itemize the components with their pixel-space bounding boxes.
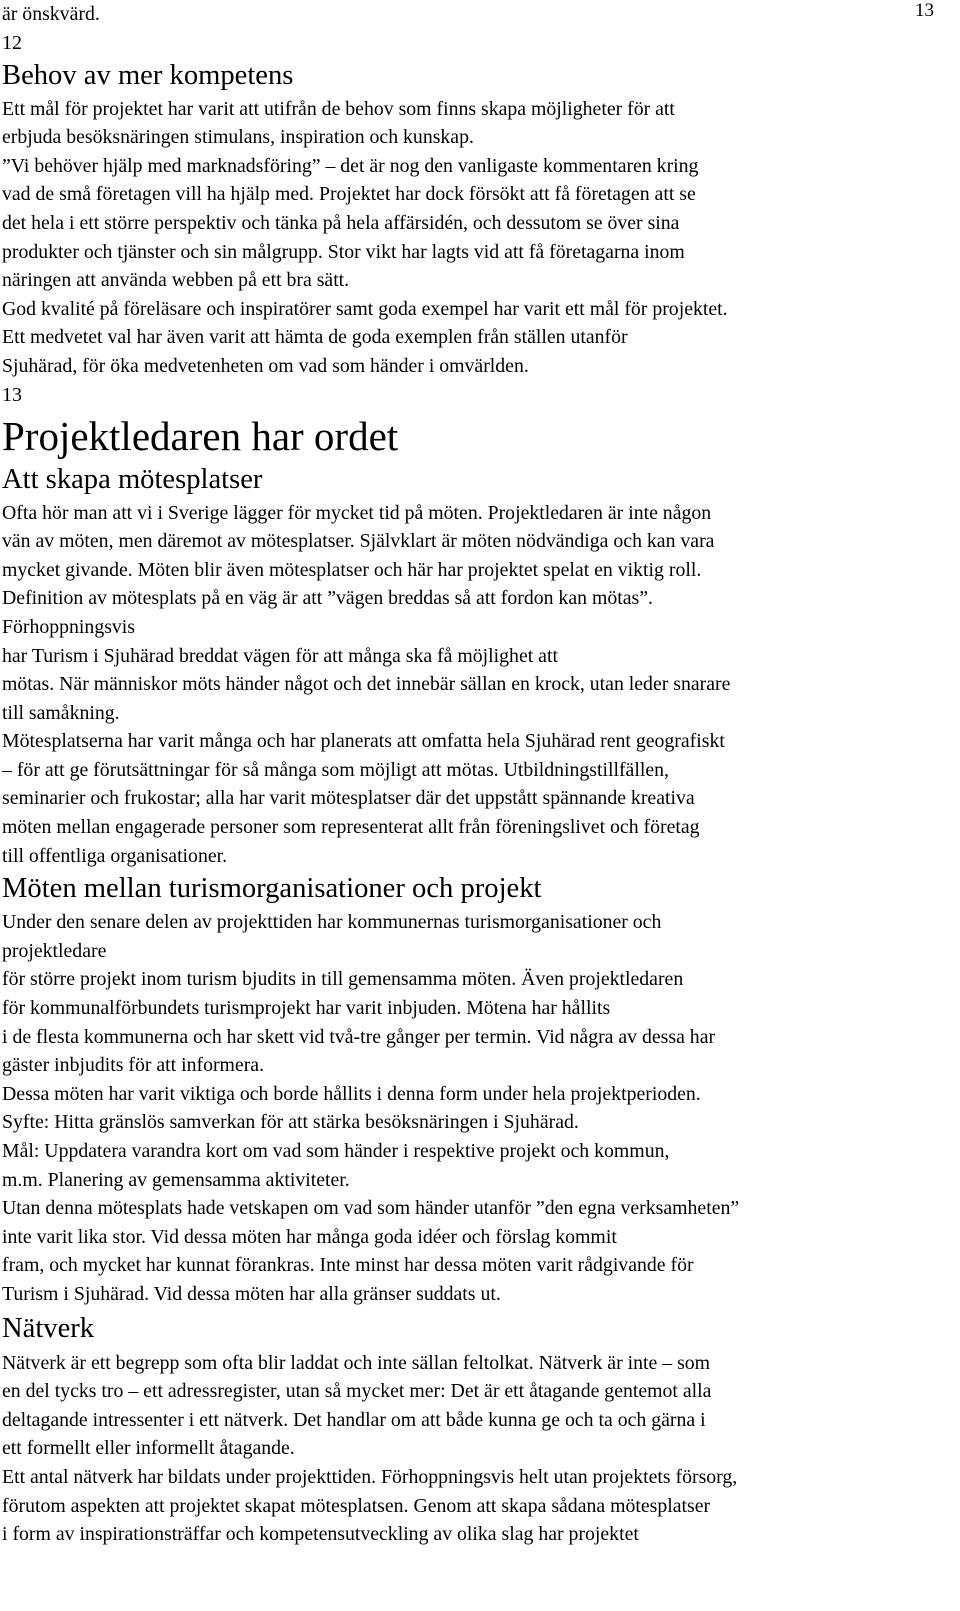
text-line: Sjuhärad, för öka medvetenheten om vad som händer i omvärlden. bbox=[2, 354, 529, 377]
text-line: seminarier och frukostar; alla har varit mötesplatser där det uppstått spännande kreativa bbox=[2, 787, 695, 810]
text-line: Ett mål för projektet har varit att utifrån de behov som finns skapa möjligheter för att bbox=[2, 97, 675, 120]
text-line: Definition av mötesplats på en väg är att ”vägen breddas så att fordon kan mötas”. bbox=[2, 587, 653, 610]
text-line: vad de små företagen vill ha hjälp med. Projektet har dock försökt att få företagen att se bbox=[2, 183, 696, 206]
text-line: näringen att använda webben på ett bra sätt. bbox=[2, 269, 350, 292]
text-line: projektledare bbox=[2, 939, 107, 962]
text-line: Mål: Uppdatera varandra kort om vad som händer i respektive projekt och kommun, bbox=[2, 1140, 670, 1162]
text-line: till offentliga organisationer. bbox=[2, 844, 228, 867]
text-line: Mötesplatserna har varit många och har planerats att omfatta hela Sjuhärad rent geografiskt bbox=[2, 730, 725, 753]
text-line: mötas. När människor möts händer något och det innebär sällan en krock, utan leder snarare bbox=[2, 673, 731, 696]
text-line: God kvalité på föreläsare och inspiratörer samt goda exempel har varit ett mål för projektet. bbox=[2, 297, 728, 320]
document-body bbox=[2, 0, 932, 1549]
text-line: vän av möten, men däremot av mötesplatser. Självklart är möten nödvändiga och kan vara bbox=[2, 530, 715, 553]
text-line: i form av inspirationsträffar och kompetensutveckling av olika slag har projektet bbox=[2, 1523, 639, 1546]
text-line: är önskvärd. bbox=[2, 3, 100, 25]
text-line: deltagande intressenter i ett nätverk. Det handlar om att både kunna ge och ta och gärna i bbox=[2, 1408, 706, 1431]
text-line: Förhoppningsvis bbox=[2, 615, 135, 638]
text-line: m.m. Planering av gemensamma aktiviteter. bbox=[2, 1168, 350, 1191]
text-line: Syfte: Hitta gränslös samverkan för att stärka besöksnäringen i Sjuhärad. bbox=[2, 1111, 579, 1134]
text-line: Utan denna mötesplats hade vetskapen om vad som händer utanför ”den egna verksamheten” bbox=[2, 1197, 740, 1220]
section-heading: Att skapa mötesplatser bbox=[2, 463, 263, 495]
section-heading: Behov av mer kompetens bbox=[2, 59, 294, 91]
page-number: 13 bbox=[915, 0, 934, 21]
text-line: ”Vi behöver hjälp med marknadsföring” – det är nog den vanligaste kommentaren kring bbox=[2, 154, 699, 177]
text-line: gäster inbjudits för att informera. bbox=[2, 1054, 265, 1077]
text-line: Under den senare delen av projekttiden har kommunernas turismorganisationer och bbox=[2, 911, 662, 934]
text-line: har Turism i Sjuhärad breddat vägen för att många ska få möjlighet att bbox=[2, 644, 558, 667]
text-line: för större projekt inom turism bjudits in till gemensamma möten. Även projektledaren bbox=[2, 968, 684, 991]
text-line: en del tycks tro – ett adressregister, utan så mycket mer: Det är ett åtagande gentemot alla bbox=[2, 1380, 712, 1403]
text-line: Nätverk är ett begrepp som ofta blir laddat och inte sällan feltolkat. Nätverk är inte – som bbox=[2, 1351, 711, 1374]
text-line: Ofta hör man att vi i Sverige lägger för mycket tid på möten. Projektledaren är inte någon bbox=[2, 501, 712, 524]
chapter-heading: Projektledaren har ordet bbox=[2, 412, 399, 459]
text-line: erbjuda besöksnäringen stimulans, inspiration och kunskap. bbox=[2, 126, 474, 149]
text-line: Turism i Sjuhärad. Vid dessa möten har alla gränser suddats ut. bbox=[2, 1282, 501, 1305]
text-line: för kommunalförbundets turismprojekt har varit inbjuden. Mötena har hållits bbox=[2, 997, 611, 1020]
text-line: – för att ge förutsättningar för så många som möjligt att mötas. Utbildningstillfällen, bbox=[2, 758, 669, 781]
text-line: fram, och mycket har kunnat förankras. Inte minst har dessa möten varit rådgivande för bbox=[2, 1254, 694, 1277]
text-line: Dessa möten har varit viktiga och borde hållits i denna form under hela projektperioden. bbox=[2, 1082, 701, 1105]
text-line: inte varit lika stor. Vid dessa möten har många goda idéer och förslag kommit bbox=[2, 1225, 617, 1248]
text-line: Ett antal nätverk har bildats under projekttiden. Förhoppningsvis helt utan projektets försorg, bbox=[2, 1465, 738, 1488]
text-line: till samåkning. bbox=[2, 701, 120, 724]
text-line: förutom aspekten att projektet skapat mötesplatsen. Genom att skapa sådana mötesplatser bbox=[2, 1494, 711, 1517]
text-line: i de flesta kommunerna och har skett vid två-tre gånger per termin. Vid några av dessa har bbox=[2, 1025, 716, 1048]
section-heading: Nätverk bbox=[2, 1312, 95, 1344]
text-line: möten mellan engagerade personer som representerat allt från föreningslivet och företag bbox=[2, 816, 700, 839]
text-line: det hela i ett större perspektiv och tänka på hela affärsidén, och dessutom se över sina bbox=[2, 211, 680, 234]
page-marker: 13 bbox=[2, 383, 22, 406]
text-line: produkter och tjänster och sin målgrupp. Stor vikt har lagts vid att få företagarna inom bbox=[2, 240, 685, 263]
section-heading: Möten mellan turismorganisationer och projekt bbox=[2, 873, 542, 905]
text-line: Ett medvetet val har även varit att hämta de goda exemplen från ställen utanför bbox=[2, 326, 628, 349]
page-marker: 12 bbox=[2, 31, 22, 54]
text-line: ett formellt eller informellt åtagande. bbox=[2, 1437, 295, 1460]
text-line: mycket givande. Möten blir även mötesplatser och här har projektet spelat en viktig roll. bbox=[2, 558, 702, 581]
